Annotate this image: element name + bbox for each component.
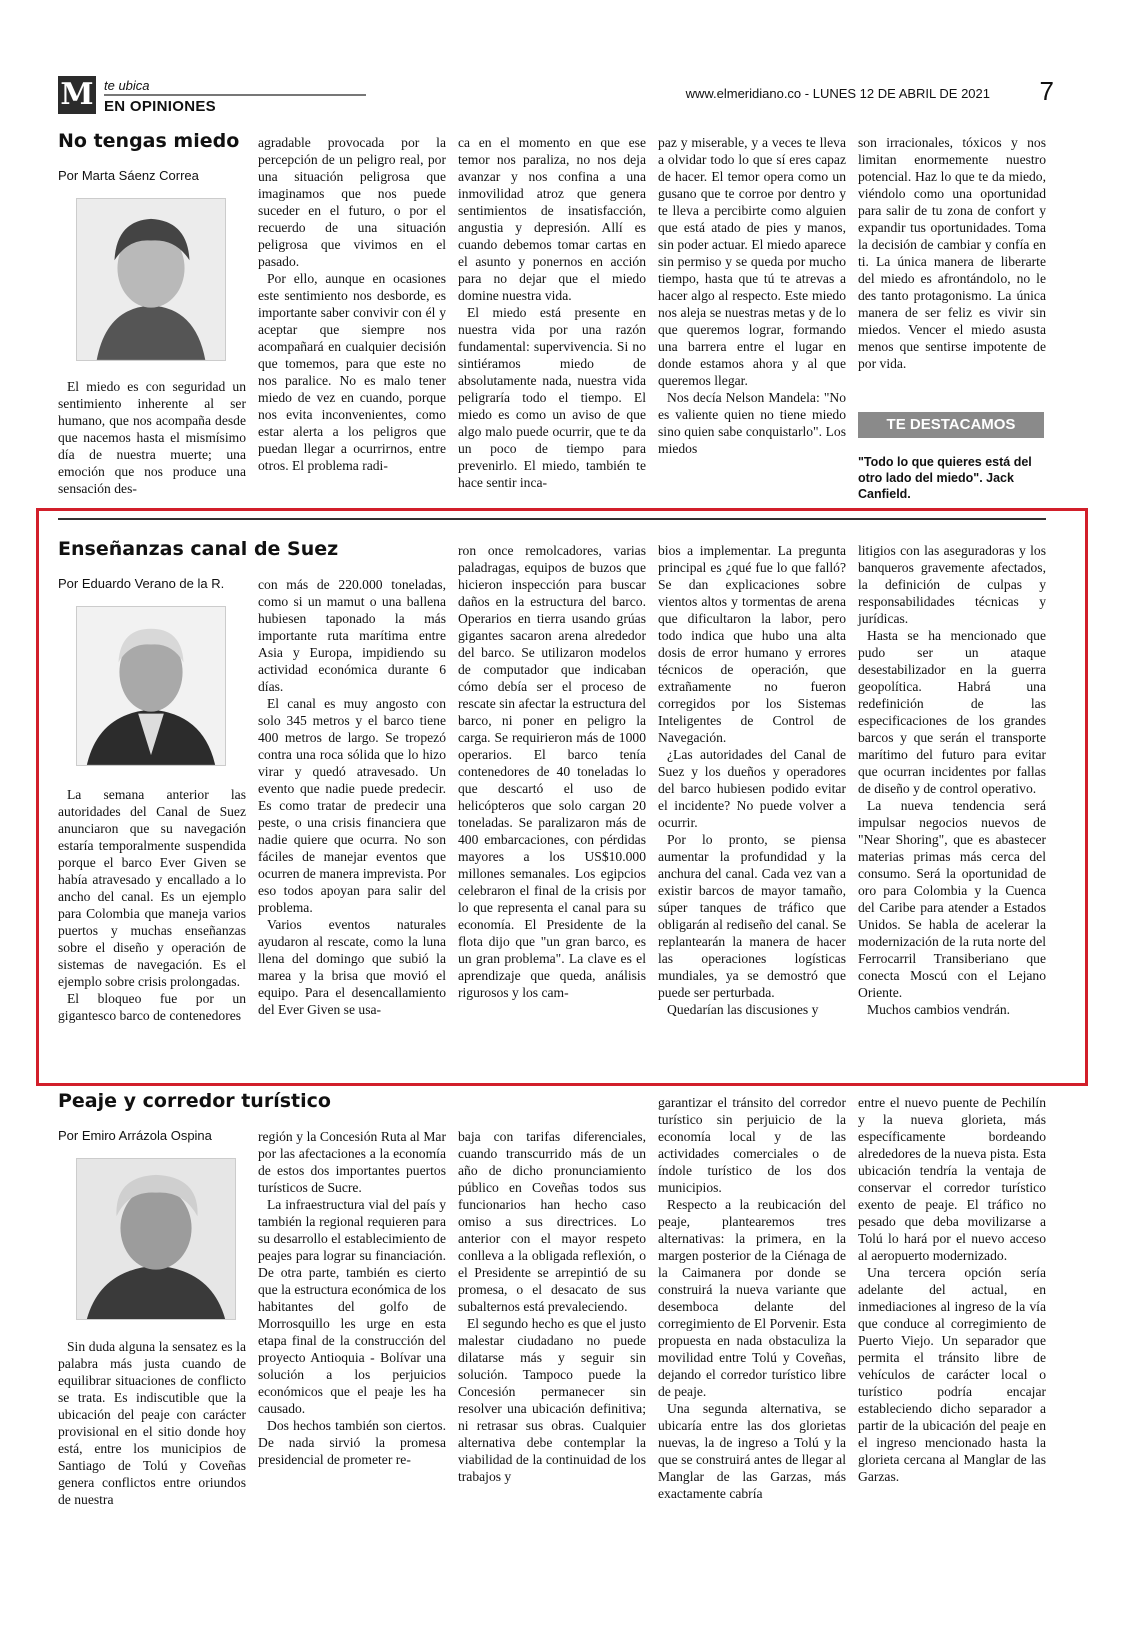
paragraph: El bloqueo fue por un gigantesco barco de contenedores xyxy=(58,991,246,1023)
paragraph: El canal es muy angosto con solo 345 metros y el barco tiene 400 metros de largo. Se tropezó contra una roca sólida que lo hizo virar y quedó atravesado. Un evento que nadie puede predecir. Es como tratar de predecir una peste, o una crisis financiera que nadie quiere que ocurra. No son fáciles de manejar eventos que ocurren de manera imprevista. Por eso todos apoyan para salir del problema. xyxy=(258,696,446,915)
section-divider xyxy=(58,518,1046,520)
paragraph: La infraestructura vial del país y también la regional requieren para su desarrollo el establecimiento de peajes para lograr su financiación. De otra parte, también es cierto que la estructura económica de los habitantes del golfo de Morrosquillo les urge en esta etapa final de la construcción del proyecto Antioquia - Bolívar una solución a los perjuicios económicos que el peaje les ha causado. xyxy=(258,1197,446,1416)
paragraph: paz y miserable, y a veces te lleva a olvidar todo lo que sí eres capaz de hacer. El temor opera como un gusano que te corroe por dentro y te lleva a percibirte como alguien que está atado de pies y manos, sin poder actuar. El miedo aparece sin permiso y se queda por mucho tiempo, hasta que tú te atrevas a hacer algo al respecto. Este miedo nos aleja se nuestras metas y de lo que queremos lograr, formando una barrera entre el lugar en donde estamos ahora y al que queremos llegar. xyxy=(658,135,846,388)
highlight-quote: "Todo lo que quieres está del otro lado del miedo". Jack Canfield. xyxy=(858,455,1032,501)
paragraph: Quedarían las discusiones y xyxy=(667,1002,819,1017)
paragraph: Sin duda alguna la sensatez es la palabra más justa cuando de equilibrar situaciones de conflicto se trata. Es indiscutible que la ubicación del peaje con carácter provisional en el sitio donde hoy está, entre los municipios de Santiago de Tolú y Coveñas genera conflictos entre oriundos de nuestra xyxy=(58,1339,246,1507)
article-column xyxy=(658,542,846,1018)
tagline-divider xyxy=(104,94,366,96)
highlight-label: TE DESTACAMOS xyxy=(858,412,1044,438)
newspaper-logo: M xyxy=(58,76,96,114)
article-column xyxy=(258,134,446,474)
article-column xyxy=(458,1128,646,1485)
paragraph: El miedo es con seguridad un sentimiento inherente al ser humano, que nos acompaña desde que nacemos hasta el mismísimo día de nuestra muerte; una emoción que nos produce una sensación des- xyxy=(58,379,246,496)
paragraph: ca en el momento en que ese temor nos paraliza, no nos deja avanzar y nos confina a una inmovilidad atroz que genera sentimientos de insatisfacción, angustia y depresión. Allí es cuando debemos tomar cartas en el asunto y ponernos en acción para no dejar que el miedo domine nuestra vida. xyxy=(458,135,646,303)
paragraph: Varios eventos naturales ayudaron al rescate, como la luna llena del domingo que subió la marea y la brisa que movió el equipo. Para el desencallamiento del Ever Given se usa- xyxy=(258,917,446,1017)
paragraph: Por lo pronto, se piensa aumentar la profundidad y la anchura del canal. Cada vez van a existir barcos de mayor tamaño, súper tanques de tráfico que obligarán al rediseño del canal. Se replantearán la manera de hacer las operaciones logísticas mundiales, ya se demostró que puede ser perturbada. xyxy=(658,832,846,1000)
masthead xyxy=(58,76,1068,120)
article-canal-de-suez xyxy=(58,538,1088,1068)
article-column xyxy=(858,134,1046,372)
tagline: te ubica xyxy=(104,78,150,93)
paragraph: baja con tarifas diferenciales, cuando transcurrido más de un año de dicho pronunciamiento público en Coveñas todos sus funcionarios han hecho caso omiso a sus directrices. Lo anterior con el mayor respeto conlleva a la obligada reflexión, o el Presidente se arrepintió de su promesa, o el desacato de sus subalternos está prevaleciendo. xyxy=(458,1129,646,1314)
paragraph: son irracionales, tóxicos y nos limitan enormemente nuestro potencial. Haz lo que te da miedo, viéndolo como una oportunidad para salir de tu zona de confort y expandir tus oportunidades. Toma la decisión de cambiar y confía en ti. La única manera de liberarte del miedo es afrontándolo, no le des tanto protagonismo. La única manera de ser feliz es vivir sin miedos. Vencer el miedo asusta menos que sentirse impotente de por vida. xyxy=(858,135,1046,371)
article-column xyxy=(58,1338,246,1508)
paragraph: El miedo está presente en nuestra vida por una razón fundamental: supervivencia. Si no sintiéramos miedo de absolutamente nada, nuestra vida peligraría todo el tiempo. El miedo es como un aviso de que algo malo puede ocurrir, que te da un poco de tiempo para prevenirlo. El miedo, también te hace sentir inca- xyxy=(458,305,646,490)
article-column xyxy=(858,542,1046,1018)
headline: No tengas miedo xyxy=(58,130,240,152)
article-column xyxy=(58,786,246,1024)
dateline: www.elmeridiano.co - LUNES 12 DE ABRIL DE 2021 xyxy=(685,86,990,101)
byline: Por Emiro Arrázola Ospina xyxy=(58,1128,212,1143)
paragraph: ¿Las autoridades del Canal de Suez y los dueños y operadores del barco hubiesen podido evitar el incidente? No puede volver a ocurrir. xyxy=(658,747,846,830)
paragraph: Una tercera opción sería adelante del actual, en inmediaciones al ingreso de la vía que conduce al corregimiento de Puerto Viejo. Un separador que permita el tránsito libre de vehículos de carácter local o turístico podría encajar estableciendo dicho separador a partir de la ubicación del peaje en el ingreso mencionado hasta la glorieta cercana al Manglar de las Garzas. xyxy=(858,1265,1046,1484)
paragraph: Respecto a la reubicación del peaje, plantearemos tres alternativas: la primera, en la margen posterior de la Ciénaga de la Caimanera por donde se construirá la nueva variante que desemboca delante del corregimiento de El Porvenir. Esta propuesta en nada obstaculiza la movilidad entre Tolú y Coveñas, dejando el corredor turístico libre de peaje. xyxy=(658,1197,846,1399)
byline: Por Eduardo Verano de la R. xyxy=(58,576,225,591)
paragraph: Por ello, aunque en ocasiones este sentimiento nos desborde, es importante saber convivir con él y aceptar que siempre nos acompañará en cualquier decisión que tomemos, para que este no nos paralice. No es malo tener miedo de vez en cuando, porque nos evita inconvenientes, como estar alerta a los peligros que puedan llegar a ocurrirnos, entre otros. El problema radi- xyxy=(258,271,446,473)
paragraph: Dos hechos también son ciertos. De nada sirvió la promesa presidencial de prometer re- xyxy=(258,1418,446,1467)
paragraph: La nueva tendencia será impulsar negocios nuevos de "Near Shoring", que es abastecer materias primas más cerca del consumo. Será la oportunidad de oro para Colombia y la Cuenca del Caribe para atender a Estados Unidos. Se habla de acelerar la modernización de la ruta norte del Ferrocarril Transiberiano que conecta Moscú con el Lejano Oriente. xyxy=(858,798,1046,1000)
paragraph: La semana anterior las autoridades del Canal de Suez anunciaron que su navegación estaría temporalmente suspendida porque el barco Ever Given se había atravesado y encallado a lo ancho del canal. Es un ejemplo para Colombia que maneja varios puertos y muchas enseñanzas sobre el diseño y operación de sistemas de navegación. Es el ejemplo sobre crisis prolongadas. xyxy=(58,787,246,989)
paragraph: con más de 220.000 toneladas, como si un mamut o una ballena hubiesen taponado la más importante ruta marítima entre Asia y Europa, impidiendo su actividad económica durante 6 días. xyxy=(258,577,446,694)
paragraph: agradable provocada por la percepción de un peligro real, por una situación peligrosa que imaginamos que nos puede suceder en el futuro, o por el recuerdo de una situación peligrosa que vivimos en el pasado. xyxy=(258,135,446,269)
paragraph: entre el nuevo puente de Pechilín y la nueva glorieta, más específicamente bordeando alrededores de la nueva pista. Esta ubicación tendría la ventaja de conservar el corredor turístico exento de peaje. El tráfico no pesado que deba movilizarse a Tolú lo hará por el nuevo acceso al aeropuerto modernizado. xyxy=(858,1095,1046,1263)
paragraph: Una segunda alternativa, se ubicaría entre las dos glorietas nuevas, la de ingreso a Tolú y la que se construirá antes de llegar al Manglar de las Garzas, más exactamente cabría xyxy=(658,1401,846,1501)
headline: Enseñanzas canal de Suez xyxy=(58,538,339,560)
paragraph: El segundo hecho es que el justo malestar ciudadano no puede dilatarse más y seguir sin solución. Tampoco puede la Concesión permanecer sin resolver una ubicación definitiva; ni retrasar sus obras. Cualquier alternativa debe contemplar la viabilidad de la continuidad de los trabajos y xyxy=(458,1316,646,1484)
article-column xyxy=(258,1128,446,1468)
article-column xyxy=(458,134,646,491)
article-column xyxy=(58,378,246,497)
headline: Peaje y corredor turístico xyxy=(58,1090,331,1112)
article-column xyxy=(458,542,646,1001)
author-photo xyxy=(76,606,226,766)
paragraph: litigios con las aseguradoras y los banqueros gravemente afectados, la definición de culpas y responsabilidades técnicas y jurídicas. xyxy=(858,543,1046,626)
article-column xyxy=(258,576,446,1018)
article-no-tengas-miedo xyxy=(58,130,1088,510)
paragraph: garantizar el tránsito del corredor turístico sin perjuicio de la economía local y de las actividades comerciales o de índole turístico de los dos municipios. xyxy=(658,1095,846,1195)
page-number: 7 xyxy=(1039,76,1054,106)
section-title: EN OPINIONES xyxy=(104,98,216,115)
paragraph: región y la Concesión Ruta al Mar por las afectaciones a la economía de estos dos importantes puertos turísticos de Sucre. xyxy=(258,1129,446,1195)
paragraph: Muchos cambios vendrán. xyxy=(867,1002,1011,1017)
article-column xyxy=(658,1094,846,1502)
byline: Por Marta Sáenz Correa xyxy=(58,168,199,183)
paragraph: Hasta se ha mencionado que pudo ser un ataque desestabilizador en la guerra geopolítica. Habrá una redefinición de las especificaciones de los grandes barcos y que serán el transporte marítimo del futuro para evitar que ocurran incidentes por fallas de diseño y de control operativo. xyxy=(858,628,1046,796)
paragraph: Nos decía Nelson Mandela: "No es valiente quien no tiene miedo sino quien sabe conquistarlo". Los miedos xyxy=(658,390,846,456)
author-photo xyxy=(76,198,226,361)
article-peaje xyxy=(58,1090,1088,1590)
article-column xyxy=(858,1094,1046,1485)
author-photo xyxy=(76,1158,236,1320)
paragraph: bios a implementar. La pregunta principal es ¿qué fue lo que falló? Se dan explicaciones sobre vientos altos y tormentas de arena que dificultaron la labor, pero todo indica que hubo una alta dosis de error humano y errores técnicos de operación, que extrañamente no fueron corregidos por los Sistemas Inteligentes de Control de Navegación. xyxy=(658,543,846,745)
article-column xyxy=(658,134,846,457)
paragraph: ron once remolcadores, varias paladragas, equipos de buzos que hicieron inspección para buscar daños en la estructura del barco. Operarios en tierra usando grúas gigantes sacaron arena alrededor del barco. Se utilizaron modelos de computador que indicaban cómo debía ser el proceso de rescate sin afectar la estructura del barco, ni poner en peligro la carga. Se requirieron más de 1000 operarios. El barco tenía contenedores de 40 toneladas lo que descartó el uso de helicópteros que solo cargan 20 toneladas. Se paralizaron más de 400 embarcaciones, con pérdidas mayores a los US$10.000 millones semanales. Los egipcios celebraron el final de la crisis por lo que representa el canal para su economía. El Presidente de la flota dijo que "un gran barco, es un gran problema". La clave es el aprendizaje que queda, análisis rigurosos y los cam- xyxy=(458,543,646,1000)
